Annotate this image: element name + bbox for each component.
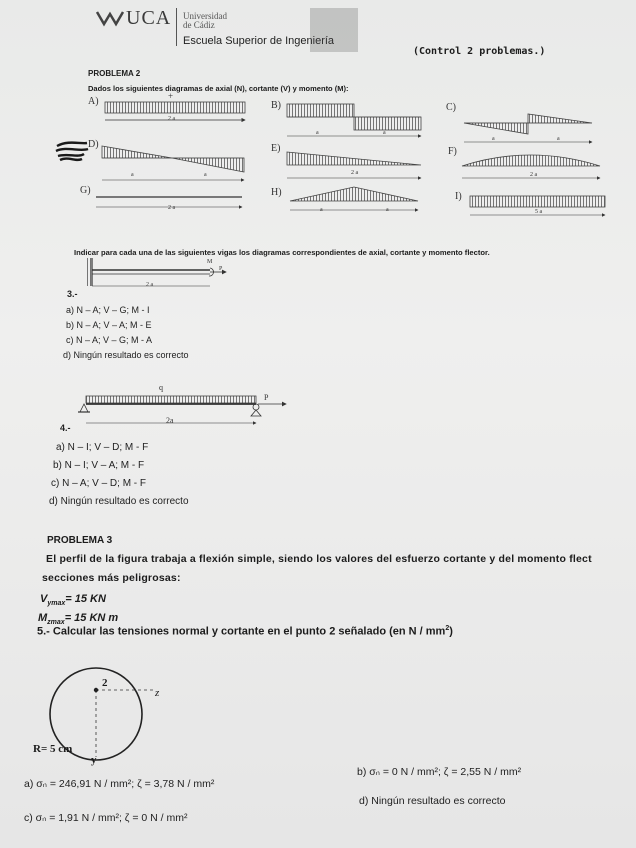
university-line1: Universidad: [183, 11, 227, 21]
diagram-dim-c2: a: [557, 136, 560, 142]
radius-label: R= 5 cm: [33, 743, 73, 755]
vmax-formula: [40, 593, 106, 607]
problem3-text-line1: El perfil de la figura trabaja a flexión simple, siendo los valores del esfuerzo cortante y del momento flect: [46, 553, 592, 565]
diagram-g: [94, 190, 244, 216]
mmax-value: = 15 KN m: [64, 612, 119, 624]
q3-moment-label: M: [207, 259, 213, 265]
q4-length-label: 2a: [166, 416, 174, 425]
axis-y-label: y: [91, 754, 97, 766]
diagram-a: [100, 100, 250, 130]
diagram-d: [100, 146, 250, 190]
q4-option-a: a) N – I; V – D; M - F: [56, 442, 149, 453]
diagram-dim-c1: a: [492, 136, 495, 142]
logo-text: UCA: [126, 7, 172, 29]
diagram-dim-d1: a: [131, 172, 134, 178]
question5-text: 5.- Calcular las tensiones normal y cortante en el punto 2 señalado (en N / mm: [37, 625, 446, 638]
diagram-label-h: H): [271, 187, 282, 198]
question5: [37, 625, 453, 638]
diagram-dim-g: 2 a: [168, 205, 176, 211]
university-line2: de Cádiz: [183, 20, 215, 30]
q5-answer-a: a) σₙ = 246,91 N / mm²; ζ = 3,78 N / mm²: [24, 778, 215, 790]
diagram-dim-h1: a: [320, 207, 323, 213]
mmax-subscript: zmax: [47, 619, 65, 627]
diagram-label-f: F): [448, 146, 457, 157]
control-title: (Control 2 problemas.): [413, 46, 546, 57]
circular-section-figure: [50, 662, 200, 782]
university-emblem-icon: [96, 8, 126, 28]
q3-number: 3.-: [67, 289, 78, 299]
header-divider: [176, 8, 177, 46]
instruction-text: Indicar para cada una de las siguientes vigas los diagramas correspondientes de axial, cortante y momento flector.: [74, 248, 490, 257]
diagram-label-e: E): [271, 143, 281, 154]
school-name: Escuela Superior de Ingeniería: [183, 35, 335, 47]
q4-option-d: d) Ningún resultado es correcto: [49, 496, 189, 507]
diagram-f: [460, 150, 610, 190]
diagram-label-b: B): [271, 100, 281, 111]
header-photo-smudge: [310, 8, 358, 52]
problem3-text-line2: secciones más peligrosas:: [42, 572, 181, 584]
diagram-c: [462, 114, 602, 154]
diagram-label-i: I): [455, 191, 462, 202]
pen-scribble: [54, 140, 90, 164]
diagram-dim-i: 5 a: [535, 209, 543, 215]
diagram-dim-b2: a: [383, 130, 386, 136]
mmax-symbol: M: [38, 612, 48, 624]
diagram-label-c: C): [446, 102, 456, 113]
q3-beam-figure: [86, 258, 236, 292]
q3-force-label: P: [219, 266, 223, 272]
diagram-dim-h2: a: [386, 207, 389, 213]
diagram-sign-a: +: [168, 91, 174, 101]
axis-z-label: z: [155, 687, 160, 699]
diagram-dim-b1: a: [316, 130, 319, 136]
q3-option-c: c) N – A; V – G; M - A: [66, 335, 153, 345]
diagram-label-g: G): [80, 185, 91, 196]
vmax-value: = 15 KN: [65, 593, 106, 605]
problem2-intro: Dados los siguientes diagramas de axial (N), cortante (V) y momento (M):: [88, 84, 349, 93]
diagram-dim-a: 2 a: [168, 116, 176, 122]
problem2-title: PROBLEMA 2: [88, 69, 141, 78]
q4-force-label: P: [264, 393, 269, 402]
q4-option-c: c) N – A; V – D; M - F: [51, 478, 147, 489]
diagram-label-d: D): [88, 139, 99, 150]
q3-option-a: a) N – A; V – G; M - I: [66, 305, 150, 315]
q4-beam-figure: [70, 392, 290, 428]
point-2-label: 2: [102, 677, 108, 689]
q5-answer-b: b) σₙ = 0 N / mm²; ζ = 2,55 N / mm²: [357, 766, 522, 778]
q3-option-d: d) Ningún resultado es correcto: [63, 350, 189, 360]
q3-length-label: 2 a: [146, 282, 154, 288]
q4-option-b: b) N – I; V – A; M - F: [53, 460, 145, 471]
q3-option-b: b) N – A; V – A; M - E: [66, 320, 152, 330]
q5-answer-c: c) σₙ = 1,91 N / mm²; ζ = 0 N / mm²: [24, 812, 188, 824]
vmax-symbol: V: [40, 593, 48, 605]
diagram-b: [285, 104, 425, 146]
question5-end: ): [449, 625, 453, 638]
vmax-subscript: ymax: [47, 600, 66, 608]
q4-number: 4.-: [60, 423, 71, 433]
problem3-title: PROBLEMA 3: [47, 535, 113, 546]
q5-answer-d: d) Ningún resultado es correcto: [359, 795, 506, 807]
diagram-dim-e: 2 a: [351, 170, 359, 176]
q4-load-label: q: [159, 383, 163, 392]
diagram-h: [288, 186, 428, 216]
diagram-dim-d2: a: [204, 172, 207, 178]
diagram-label-a: A): [88, 96, 99, 107]
question5-superscript: 2: [445, 625, 450, 632]
diagram-dim-f: 2 a: [530, 172, 538, 178]
